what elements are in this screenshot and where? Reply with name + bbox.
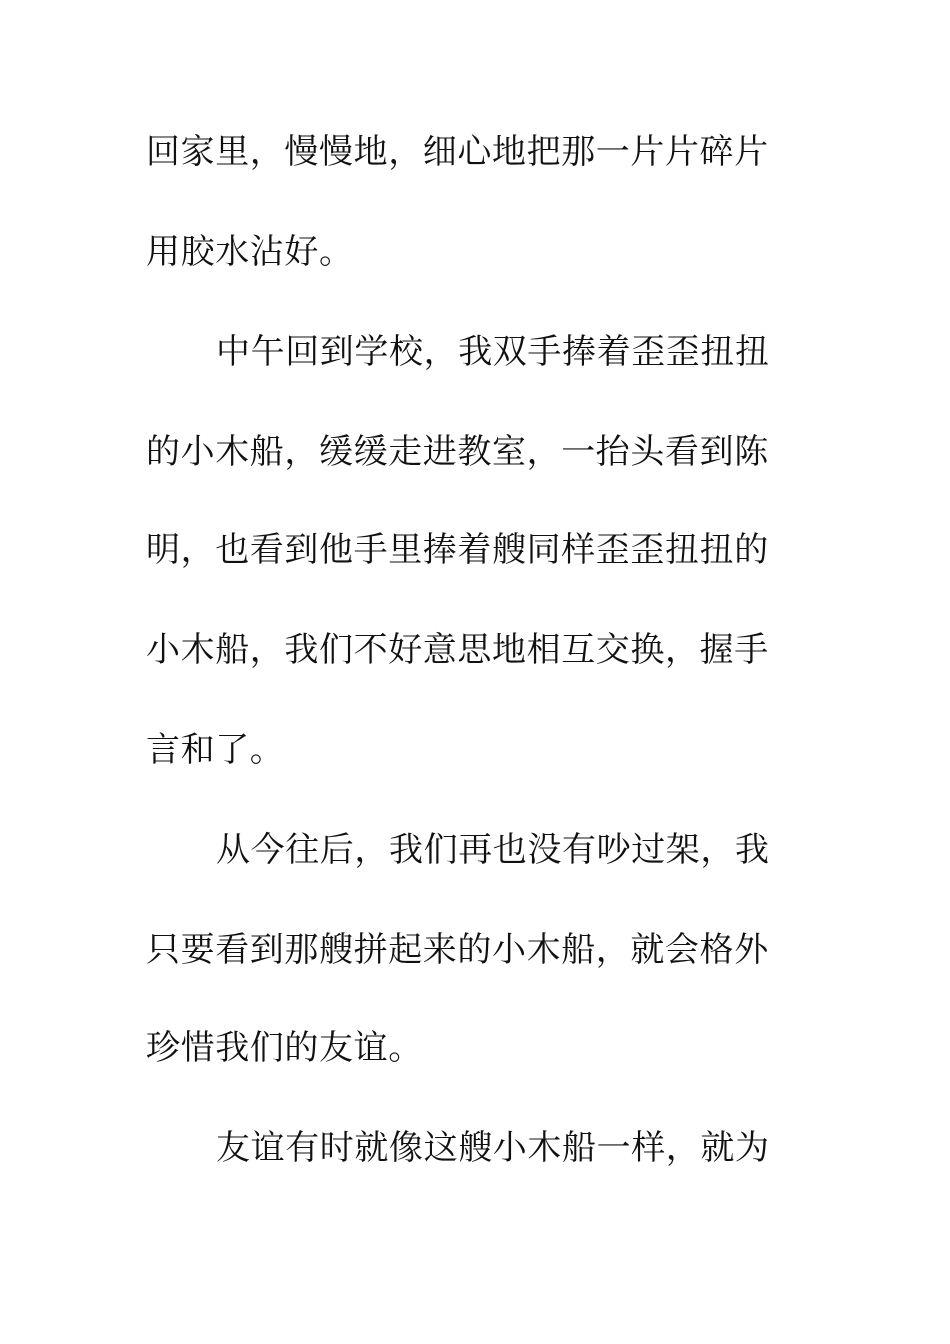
text-line: 言和了。 — [146, 730, 285, 770]
text-line: 回家里，慢慢地，细心地把那一片片碎片 — [146, 132, 769, 172]
paragraph-start-line: 从今往后，我们再也没有吵过架，我 — [216, 830, 770, 870]
text-line: 用胶水沾好。 — [146, 232, 354, 272]
paragraph-start-line: 中午回到学校，我双手捧着歪歪扭扭 — [216, 332, 770, 372]
text-line: 的小木船，缓缓走进教室，一抬头看到陈 — [146, 432, 769, 472]
paragraph-start-line: 友谊有时就像这艘小木船一样，就为 — [216, 1128, 770, 1168]
text-line: 只要看到那艘拼起来的小木船，就会格外 — [146, 930, 769, 970]
text-line: 小木船，我们不好意思地相互交换，握手 — [146, 630, 769, 670]
text-line: 明，也看到他手里捧着艘同样歪歪扭扭的 — [146, 530, 769, 570]
text-line: 珍惜我们的友谊。 — [146, 1028, 423, 1068]
